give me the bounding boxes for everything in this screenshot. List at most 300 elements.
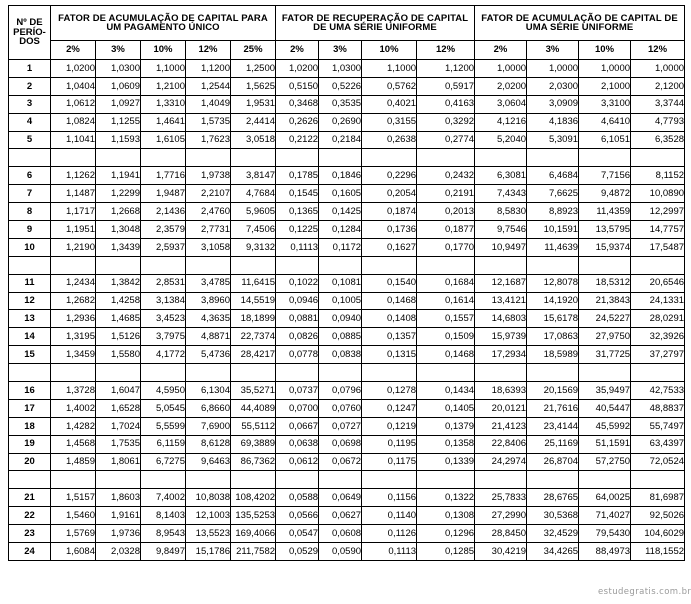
factor-cell: 15,1786 (186, 543, 231, 561)
factor-cell: 18,6393 (475, 382, 527, 400)
factor-cell: 0,4163 (417, 95, 475, 113)
factor-cell: 1,7535 (96, 435, 141, 453)
factor-cell: 4,8871 (186, 328, 231, 346)
period-number: 9 (9, 221, 51, 239)
factor-cell: 1,1000 (141, 60, 186, 78)
factor-cell: 7,4002 (141, 489, 186, 507)
factor-cell: 1,1717 (51, 203, 96, 221)
table-row (9, 238, 685, 256)
factor-cell: 1,6105 (141, 131, 186, 149)
factor-cell: 2,1000 (579, 77, 631, 95)
factor-cell: 0,1468 (417, 346, 475, 364)
factor-cell: 1,0000 (631, 60, 685, 78)
factor-cell: 0,1736 (362, 221, 417, 239)
factor-cell: 1,1941 (96, 167, 141, 185)
factor-cell: 0,1296 (417, 525, 475, 543)
factor-cell: 32,3926 (631, 328, 685, 346)
factor-cell: 2,4760 (186, 203, 231, 221)
factor-cell: 0,1874 (362, 203, 417, 221)
factor-cell: 0,1113 (276, 238, 319, 256)
factor-cell: 12,8078 (527, 274, 579, 292)
factor-cell: 0,0727 (319, 417, 362, 435)
factor-cell: 31,7725 (579, 346, 631, 364)
factor-cell: 28,0291 (631, 310, 685, 328)
factor-cell: 0,0529 (276, 543, 319, 561)
factor-cell: 12,1687 (475, 274, 527, 292)
factor-cell: 6,1159 (141, 435, 186, 453)
factor-cell: 4,5950 (141, 382, 186, 400)
factor-cell: 35,5271 (231, 382, 276, 400)
factor-cell: 0,1172 (319, 238, 362, 256)
factor-cell: 5,0545 (141, 399, 186, 417)
factor-cell: 35,9497 (579, 382, 631, 400)
table-row (9, 203, 685, 221)
spacer-row (9, 256, 685, 274)
factor-cell: 18,5312 (579, 274, 631, 292)
table-row (9, 77, 685, 95)
table-row (9, 525, 685, 543)
factor-cell: 4,1216 (475, 113, 527, 131)
factor-cell: 0,2191 (417, 185, 475, 203)
factor-cell: 4,3635 (186, 310, 231, 328)
factor-cell: 6,4684 (527, 167, 579, 185)
factor-cell: 1,9736 (96, 525, 141, 543)
factor-cell: 23,4144 (527, 417, 579, 435)
factor-cell: 45,5992 (579, 417, 631, 435)
factor-cell: 0,1285 (417, 543, 475, 561)
factor-cell: 2,0300 (527, 77, 579, 95)
factor-cell: 44,4089 (231, 399, 276, 417)
factor-cell: 118,1552 (631, 543, 685, 561)
factor-cell: 7,6900 (186, 417, 231, 435)
factor-cell: 64,0025 (579, 489, 631, 507)
rate-header: 2% (475, 41, 527, 60)
factor-cell: 2,2107 (186, 185, 231, 203)
factor-cell: 5,2040 (475, 131, 527, 149)
factor-cell: 3,4523 (141, 310, 186, 328)
factor-cell: 2,8531 (141, 274, 186, 292)
factor-cell: 1,0300 (96, 60, 141, 78)
factor-cell: 0,1605 (319, 185, 362, 203)
factor-cell: 0,0796 (319, 382, 362, 400)
factor-cell: 88,4973 (579, 543, 631, 561)
factor-cell: 0,0547 (276, 525, 319, 543)
factor-cell: 0,1081 (319, 274, 362, 292)
factor-cell: 0,1195 (362, 435, 417, 453)
factor-cell: 0,0627 (319, 507, 362, 525)
factor-cell: 63,4397 (631, 435, 685, 453)
factor-cell: 1,1041 (51, 131, 96, 149)
factor-cell: 1,3195 (51, 328, 96, 346)
factor-cell: 0,5226 (319, 77, 362, 95)
factor-cell: 0,1405 (417, 399, 475, 417)
factor-cell: 0,1022 (276, 274, 319, 292)
factor-cell: 37,2797 (631, 346, 685, 364)
factor-cell: 28,8450 (475, 525, 527, 543)
factor-cell: 28,4217 (231, 346, 276, 364)
factor-cell: 1,1000 (362, 60, 417, 78)
factor-cell: 13,4121 (475, 292, 527, 310)
factor-cell: 1,9738 (186, 167, 231, 185)
factor-cell: 1,6084 (51, 543, 96, 561)
factor-cell: 1,7716 (141, 167, 186, 185)
factor-cell: 0,2774 (417, 131, 475, 149)
factor-cell: 1,4685 (96, 310, 141, 328)
factor-cell: 1,0404 (51, 77, 96, 95)
factor-cell: 0,1684 (417, 274, 475, 292)
group-header-single-payment-accumulation: FATOR DE ACUMULAÇÃO DE CAPITAL PARA UM PAGAMENTO ÚNICO (51, 6, 276, 41)
rate-header: 12% (631, 41, 685, 60)
factor-cell: 34,4265 (527, 543, 579, 561)
table-row (9, 507, 685, 525)
period-number: 22 (9, 507, 51, 525)
factor-cell: 1,2434 (51, 274, 96, 292)
factor-cell: 1,1200 (186, 60, 231, 78)
factor-cell: 15,9739 (475, 328, 527, 346)
factor-cell: 27,2990 (475, 507, 527, 525)
factor-cell: 0,1156 (362, 489, 417, 507)
factor-cell: 11,6415 (231, 274, 276, 292)
table-row (9, 274, 685, 292)
factor-cell: 1,2100 (141, 77, 186, 95)
spacer-row (9, 149, 685, 167)
factor-cell: 1,0612 (51, 95, 96, 113)
factor-cell: 0,2296 (362, 167, 417, 185)
factor-cell: 0,0885 (319, 328, 362, 346)
factor-cell: 0,1247 (362, 399, 417, 417)
factor-cell: 25,7833 (475, 489, 527, 507)
factor-cell: 0,1315 (362, 346, 417, 364)
factor-cell: 0,3535 (319, 95, 362, 113)
factor-cell: 18,5989 (527, 346, 579, 364)
factor-cell: 1,5580 (96, 346, 141, 364)
factor-cell: 20,6546 (631, 274, 685, 292)
spacer-row (9, 471, 685, 489)
factor-cell: 14,1920 (527, 292, 579, 310)
factor-cell: 6,7275 (141, 453, 186, 471)
factor-cell: 79,5430 (579, 525, 631, 543)
factor-cell: 8,1403 (141, 507, 186, 525)
factor-cell: 25,1169 (527, 435, 579, 453)
table-row (9, 382, 685, 400)
factor-cell: 1,4641 (141, 113, 186, 131)
table-row (9, 167, 685, 185)
factor-cell: 2,7731 (186, 221, 231, 239)
factor-cell: 4,6410 (579, 113, 631, 131)
rate-header: 10% (362, 41, 417, 60)
factor-cell: 1,3048 (96, 221, 141, 239)
factor-cell: 135,5253 (231, 507, 276, 525)
table-row (9, 185, 685, 203)
rate-header: 3% (319, 41, 362, 60)
factor-cell: 1,2299 (96, 185, 141, 203)
factor-cell: 0,1627 (362, 238, 417, 256)
factor-cell: 0,2013 (417, 203, 475, 221)
period-number: 23 (9, 525, 51, 543)
factor-cell: 21,3843 (579, 292, 631, 310)
factor-cell: 169,4066 (231, 525, 276, 543)
factor-cell: 1,1487 (51, 185, 96, 203)
factor-cell: 48,8837 (631, 399, 685, 417)
factor-cell: 2,3579 (141, 221, 186, 239)
factor-cell: 1,0200 (51, 60, 96, 78)
factor-cell: 104,6029 (631, 525, 685, 543)
factor-cell: 1,6047 (96, 382, 141, 400)
factor-cell: 0,0566 (276, 507, 319, 525)
table-row (9, 417, 685, 435)
factor-cell: 0,1877 (417, 221, 475, 239)
factor-cell: 3,8960 (186, 292, 231, 310)
factor-cell: 55,7497 (631, 417, 685, 435)
factor-cell: 1,8603 (96, 489, 141, 507)
factor-cell: 0,1113 (362, 543, 417, 561)
factor-cell: 9,8497 (141, 543, 186, 561)
factor-cell: 0,1846 (319, 167, 362, 185)
factor-cell: 3,0604 (475, 95, 527, 113)
factor-cell: 1,8061 (96, 453, 141, 471)
factor-cell: 0,0588 (276, 489, 319, 507)
factor-cell: 30,4219 (475, 543, 527, 561)
factor-cell: 0,1379 (417, 417, 475, 435)
factor-cell: 3,1384 (141, 292, 186, 310)
factor-cell: 1,5735 (186, 113, 231, 131)
factor-cell: 0,1005 (319, 292, 362, 310)
factor-cell: 1,0000 (527, 60, 579, 78)
factor-cell: 24,5227 (579, 310, 631, 328)
factor-cell: 30,5368 (527, 507, 579, 525)
factor-cell: 1,5625 (231, 77, 276, 95)
factor-cell: 1,7024 (96, 417, 141, 435)
rate-header: 2% (276, 41, 319, 60)
factor-cell: 1,4258 (96, 292, 141, 310)
factor-cell: 9,6463 (186, 453, 231, 471)
factor-cell: 1,0000 (579, 60, 631, 78)
factor-cell: 0,0590 (319, 543, 362, 561)
financial-factors-table (8, 5, 685, 561)
factor-cell: 0,1408 (362, 310, 417, 328)
factor-cell: 0,1308 (417, 507, 475, 525)
factor-cell: 1,0200 (276, 60, 319, 78)
factor-cell: 1,4859 (51, 453, 96, 471)
factor-cell: 2,0200 (475, 77, 527, 95)
factor-cell: 1,9161 (96, 507, 141, 525)
factor-cell: 0,0737 (276, 382, 319, 400)
table-row (9, 543, 685, 561)
factor-cell: 1,2936 (51, 310, 96, 328)
factor-cell: 0,3155 (362, 113, 417, 131)
factor-cell: 17,5487 (631, 238, 685, 256)
factor-cell: 69,3889 (231, 435, 276, 453)
factor-cell: 11,4359 (579, 203, 631, 221)
factor-cell: 1,5460 (51, 507, 96, 525)
factor-cell: 20,0121 (475, 399, 527, 417)
factor-cell: 15,6178 (527, 310, 579, 328)
factor-cell: 0,1545 (276, 185, 319, 203)
factor-cell: 0,1509 (417, 328, 475, 346)
factor-cell: 13,5795 (579, 221, 631, 239)
watermark: estudegratis.com.br (598, 587, 691, 597)
factor-cell: 0,1175 (362, 453, 417, 471)
factor-cell: 8,6128 (186, 435, 231, 453)
period-number: 10 (9, 238, 51, 256)
period-number: 6 (9, 167, 51, 185)
factor-cell: 1,0300 (319, 60, 362, 78)
factor-cell: 57,2750 (579, 453, 631, 471)
factor-cell: 0,2690 (319, 113, 362, 131)
factor-cell: 0,1434 (417, 382, 475, 400)
factor-cell: 3,3744 (631, 95, 685, 113)
factor-cell: 0,2054 (362, 185, 417, 203)
factor-cell: 3,8147 (231, 167, 276, 185)
factor-cell: 0,2122 (276, 131, 319, 149)
factor-cell: 0,0612 (276, 453, 319, 471)
factor-cell: 1,0609 (96, 77, 141, 95)
period-number: 1 (9, 60, 51, 78)
factor-cell: 5,5599 (141, 417, 186, 435)
factor-cell: 0,0838 (319, 346, 362, 364)
period-number: 16 (9, 382, 51, 400)
factor-cell: 8,8923 (527, 203, 579, 221)
period-number: 17 (9, 399, 51, 417)
factor-cell: 8,5830 (475, 203, 527, 221)
factor-cell: 2,5937 (141, 238, 186, 256)
factor-cell: 211,7582 (231, 543, 276, 561)
period-number: 18 (9, 417, 51, 435)
factor-cell: 1,1262 (51, 167, 96, 185)
factor-cell: 2,1200 (631, 77, 685, 95)
factor-cell: 108,4202 (231, 489, 276, 507)
factor-cell: 18,1899 (231, 310, 276, 328)
factor-cell: 1,0824 (51, 113, 96, 131)
factor-cell: 0,0946 (276, 292, 319, 310)
rate-header: 2% (51, 41, 96, 60)
rate-header: 10% (579, 41, 631, 60)
factor-cell: 0,1140 (362, 507, 417, 525)
factor-cell: 13,5523 (186, 525, 231, 543)
factor-cell: 0,5917 (417, 77, 475, 95)
factor-cell: 40,5447 (579, 399, 631, 417)
factor-cell: 0,0672 (319, 453, 362, 471)
factor-cell: 3,7975 (141, 328, 186, 346)
period-number: 24 (9, 543, 51, 561)
period-number: 2 (9, 77, 51, 95)
period-number: 15 (9, 346, 51, 364)
factor-cell: 0,1219 (362, 417, 417, 435)
factor-cell: 3,0909 (527, 95, 579, 113)
factor-cell: 1,4568 (51, 435, 96, 453)
table-row (9, 221, 685, 239)
factor-cell: 2,0328 (96, 543, 141, 561)
factor-cell: 14,7757 (631, 221, 685, 239)
factor-cell: 0,1278 (362, 382, 417, 400)
factor-cell: 1,2500 (231, 60, 276, 78)
factor-cell: 9,4872 (579, 185, 631, 203)
factor-cell: 1,2668 (96, 203, 141, 221)
factor-cell: 3,0518 (231, 131, 276, 149)
factor-cell: 0,0700 (276, 399, 319, 417)
table-row (9, 292, 685, 310)
rate-header: 3% (96, 41, 141, 60)
factor-cell: 5,4736 (186, 346, 231, 364)
factor-cell: 8,1152 (631, 167, 685, 185)
factor-cell: 4,7684 (231, 185, 276, 203)
factor-cell: 0,0940 (319, 310, 362, 328)
table-row (9, 60, 685, 78)
factor-cell: 10,0890 (631, 185, 685, 203)
factor-cell: 0,2626 (276, 113, 319, 131)
table-row (9, 346, 685, 364)
factor-cell: 1,0000 (475, 60, 527, 78)
factor-cell: 0,1284 (319, 221, 362, 239)
factor-cell: 0,1785 (276, 167, 319, 185)
factor-cell: 51,1591 (579, 435, 631, 453)
factor-cell: 4,1772 (141, 346, 186, 364)
factor-cell: 4,1836 (527, 113, 579, 131)
factor-cell: 20,1569 (527, 382, 579, 400)
factor-cell: 24,1331 (631, 292, 685, 310)
factor-cell: 0,2638 (362, 131, 417, 149)
factor-cell: 1,1951 (51, 221, 96, 239)
factor-cell: 9,3132 (231, 238, 276, 256)
factor-cell: 28,6765 (527, 489, 579, 507)
factor-cell: 92,5026 (631, 507, 685, 525)
factor-cell: 1,3439 (96, 238, 141, 256)
period-number: 7 (9, 185, 51, 203)
spacer-row (9, 364, 685, 382)
factor-cell: 0,1322 (417, 489, 475, 507)
factor-cell: 12,2997 (631, 203, 685, 221)
factor-cell: 11,4639 (527, 238, 579, 256)
rate-header: 10% (141, 41, 186, 60)
factor-cell: 1,5769 (51, 525, 96, 543)
factor-cell: 17,0863 (527, 328, 579, 346)
factor-cell: 0,1468 (362, 292, 417, 310)
factor-cell: 32,4529 (527, 525, 579, 543)
table-row (9, 489, 685, 507)
factor-cell: 0,4021 (362, 95, 417, 113)
factor-cell: 0,2184 (319, 131, 362, 149)
factor-cell: 6,3528 (631, 131, 685, 149)
factor-cell: 3,1058 (186, 238, 231, 256)
factor-cell: 22,7374 (231, 328, 276, 346)
factor-cell: 14,5519 (231, 292, 276, 310)
factor-cell: 0,1126 (362, 525, 417, 543)
factor-cell: 42,7533 (631, 382, 685, 400)
factor-cell: 0,1540 (362, 274, 417, 292)
factor-cell: 1,2544 (186, 77, 231, 95)
factor-cell: 10,9497 (475, 238, 527, 256)
factor-cell: 1,2190 (51, 238, 96, 256)
factor-cell: 21,7616 (527, 399, 579, 417)
factor-cell: 0,3468 (276, 95, 319, 113)
factor-cell: 7,7156 (579, 167, 631, 185)
table-row (9, 95, 685, 113)
factor-cell: 1,3310 (141, 95, 186, 113)
factor-cell: 0,1365 (276, 203, 319, 221)
period-number: 19 (9, 435, 51, 453)
factor-cell: 55,5112 (231, 417, 276, 435)
factor-cell: 0,1557 (417, 310, 475, 328)
factor-cell: 6,1304 (186, 382, 231, 400)
factor-cell: 3,4785 (186, 274, 231, 292)
factor-cell: 1,4002 (51, 399, 96, 417)
factor-cell: 1,9487 (141, 185, 186, 203)
factor-cell: 5,3091 (527, 131, 579, 149)
factor-cell: 21,4123 (475, 417, 527, 435)
factor-cell: 14,6803 (475, 310, 527, 328)
factor-cell: 10,1591 (527, 221, 579, 239)
period-number: 5 (9, 131, 51, 149)
